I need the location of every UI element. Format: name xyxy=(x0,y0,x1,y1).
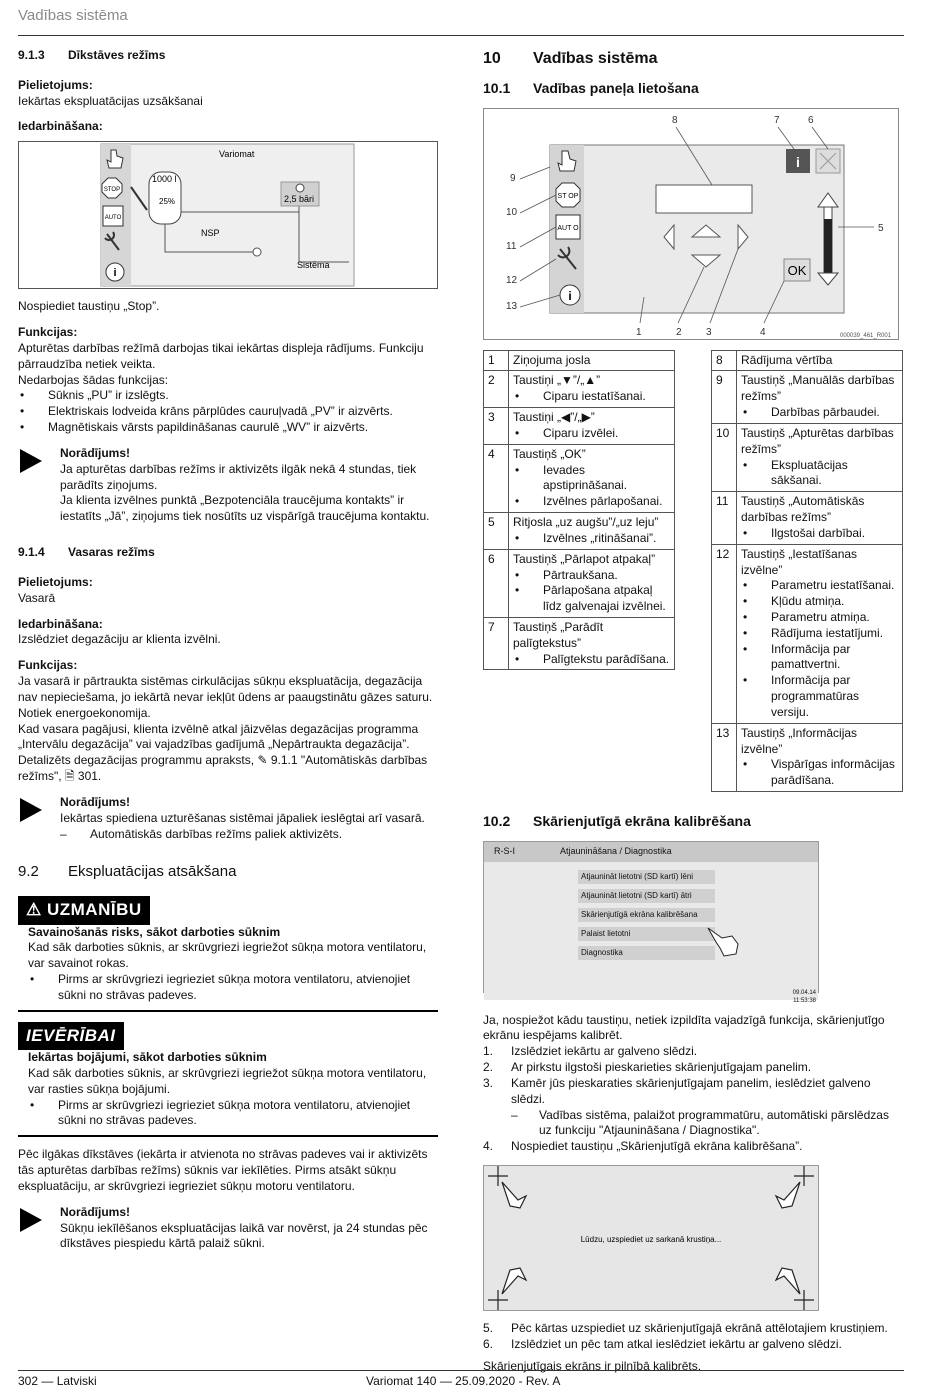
header-rule xyxy=(18,35,904,36)
list-item: • Pārlapošana atpakaļ līdz galvenajai izvēlnei. xyxy=(513,583,670,615)
key-item-list xyxy=(741,405,898,421)
step-number: 5. xyxy=(483,1321,494,1336)
dash-marker: – xyxy=(60,826,67,841)
callout-3: 3 xyxy=(706,326,712,338)
key-description xyxy=(509,513,675,550)
section-title: Vadības sistēma xyxy=(533,50,658,67)
note-title: Norādījums! xyxy=(60,1204,131,1219)
step-text: Ar pirkstu ilgstoši pieskarieties skārienjutīgajam panelim. xyxy=(511,1060,812,1075)
key-number: 5 xyxy=(484,513,509,550)
key-title: Taustiņš „Manuālās darbības režīms” xyxy=(741,373,895,404)
table-row xyxy=(484,350,675,371)
notice-badge: IEVĒRĪBAI xyxy=(18,1022,124,1050)
section-9-1-3-heading xyxy=(18,48,438,64)
stop-label: ST OP xyxy=(557,192,579,200)
section-title: Vadības paneļa lietošana xyxy=(533,80,699,97)
ok-label: OK xyxy=(787,262,807,278)
section-10-heading xyxy=(483,48,903,69)
step-number: 6. xyxy=(483,1336,494,1351)
note-title: Norādījums! xyxy=(60,445,131,460)
key-item-list xyxy=(513,426,670,442)
section-number: 9.2 xyxy=(18,863,39,881)
note-1 xyxy=(18,446,438,525)
list-item: • Darbības pārbaudei. xyxy=(741,405,898,421)
menu-item[interactable]: Diagnostika xyxy=(578,946,715,960)
note-text: Sūkņu iekīlēšanos ekspluatācijas laikā var novērst, ja 24 stundas pēc dīkstāves piespiedu kārtā palaiž sūkni. xyxy=(60,1220,428,1251)
calibration-instruction: Lūdzu, uzspiediet uz sarkanā krustiņa... xyxy=(580,1235,722,1245)
key-item-list xyxy=(513,652,670,668)
table-row xyxy=(712,723,903,791)
auto-label: AUT O xyxy=(557,224,579,232)
summer-text-2: Kad vasara pagājusi, klienta izvēlnē atkal jāizvēlas degazācijas programma „Intervālu degazācija” vai vajadzības gadījumā „Nepārtraukta degazācija”. xyxy=(18,721,419,752)
notice-text: Kad sāk darboties sūknis, ar skrūvgriezi iegriežot sūkņa motora ventilatoru, var rasties sūkņa bojājumi. xyxy=(28,1065,427,1096)
auto-label: AUTO xyxy=(104,215,122,222)
subitem-text: Vadības sistēma, palaižot programmatūru, automātiski pārslēdzas uz funkciju "Atjaunināšana / Diagnostika". xyxy=(539,1107,889,1138)
calibration-screen-figure xyxy=(483,1165,819,1311)
table-row xyxy=(484,513,675,550)
section-number: 10 xyxy=(483,50,501,67)
key-description xyxy=(737,423,903,491)
section-number: 9.1.3 xyxy=(18,48,45,62)
press-stop-text: Nospiediet taustiņu „Stop”. xyxy=(18,299,160,314)
callout-7: 7 xyxy=(774,114,780,126)
list-item: • Izvēlnes „ritināšanai”. xyxy=(513,531,670,547)
hand-icon xyxy=(776,1182,800,1208)
disabled-functions-list xyxy=(18,388,438,435)
auto-button-icon xyxy=(556,215,580,239)
callout-4: 4 xyxy=(760,326,766,338)
note-arrow-icon xyxy=(18,446,60,525)
tank-level: 25% xyxy=(159,197,176,207)
screen-datetime xyxy=(793,990,816,1006)
hand-icon xyxy=(502,1182,526,1208)
step-item xyxy=(483,1060,903,1076)
calibration-intro: Ja, nospiežot kādu taustiņu, netiek izpildīta vajadzīgā funkcija, skārienjutīgo ekrānu iespējams kalibrēt. xyxy=(483,1012,885,1043)
table-row xyxy=(712,371,903,423)
key-item-list xyxy=(513,389,670,405)
functions-label: Funkcijas: xyxy=(18,325,78,340)
section-title: Skārienjutīgā ekrāna kalibrēšana xyxy=(533,813,751,830)
control-panel-diagram xyxy=(484,109,898,339)
table-row xyxy=(712,350,903,371)
caution-text: Kad sāk darboties sūknis, ar skrūvgriezi iegriežot sūkņa motora ventilatoru, var savainot rokas. xyxy=(28,940,427,971)
stop-button-icon xyxy=(556,183,580,207)
variomat-display-diagram xyxy=(19,142,437,288)
key-number: 7 xyxy=(484,618,509,670)
note-text: Iekārtas spiediena uzturēšanas sistēmai jāpaliek ieslēgtai arī vasarā. xyxy=(60,810,425,825)
cross-icon xyxy=(488,1290,508,1310)
auto-button-icon xyxy=(103,206,123,226)
right-column xyxy=(483,48,903,1375)
callout-10: 10 xyxy=(506,206,518,218)
functions-text-1: Apturētas darbības režīmā darbojas tikai iekārtas displeja rādījums. Funkciju pārraudzība netiek veikta. xyxy=(18,340,424,371)
use-label: Pielietojums: xyxy=(18,77,93,92)
pointing-hand-icon xyxy=(706,924,742,960)
key-number: 10 xyxy=(712,423,737,491)
key-number: 8 xyxy=(712,350,737,371)
cross-icon xyxy=(794,1290,814,1310)
caution-badge-text: UZMANĪBU xyxy=(46,900,142,920)
note-title: Norādījums! xyxy=(60,794,131,809)
callout-5: 5 xyxy=(878,222,884,234)
key-item-list xyxy=(741,757,898,789)
key-description xyxy=(509,549,675,617)
callout-13: 13 xyxy=(506,300,518,312)
note-text: Ja apturētas darbības režīms ir aktivizēts ilgāk nekā 4 stundas, tiek parādīts ziņojums. xyxy=(60,461,417,492)
list-item: • Elektriskais lodveida krāns pārplūdes cauruļvadā „PV” ir aizvērts. xyxy=(18,404,438,420)
diagnostics-screen-figure xyxy=(483,841,819,1004)
key-item-list xyxy=(513,531,670,547)
callout-2: 2 xyxy=(676,326,682,338)
key-table-right xyxy=(711,350,903,793)
caution-item: • Pirms ar skrūvgriezi iegrieziet sūkņa motora ventilatoru, atvienojiet sūkni no strāvas padeves. xyxy=(28,972,438,1004)
key-number: 12 xyxy=(712,544,737,723)
list-item: • Izvēlnes pārlapošanai. xyxy=(513,494,670,510)
section-title: Ekspluatācijas atsākšana xyxy=(68,863,237,881)
note-2 xyxy=(18,795,438,842)
info-icon xyxy=(106,263,124,281)
key-title: Taustiņi „▼”/„▲” xyxy=(513,373,601,388)
notice-item: • Pirms ar skrūvgriezi iegrieziet sūkņa motora ventilatoru, atvienojiet sūkni no strāvas padeves. xyxy=(28,1098,438,1130)
key-table-left xyxy=(483,350,675,671)
list-item: • Informācija par pamattvertni. xyxy=(741,642,898,674)
section-10-1-heading xyxy=(483,79,903,97)
note-text: Ja klienta izvēlnes punktā „Bezpotenciāla traucējuma kontakts” ir iestatīts „Jā”, ziņojums tiek nosūtīts uz vispārīgā traucējuma kontaktu. xyxy=(60,493,430,524)
key-description xyxy=(737,723,903,791)
list-item: • Ekspluatācijas sākšanai. xyxy=(741,458,898,490)
callout-8: 8 xyxy=(672,114,678,126)
running-header: Vadības sistēma xyxy=(18,7,128,24)
step-number: 1. xyxy=(483,1044,494,1059)
section-title: Vasaras režīms xyxy=(68,545,155,560)
step-text: Kamēr jūs pieskaraties skārienjutīgajam panelim, ieslēdziet galveno slēdzi. xyxy=(511,1075,871,1106)
stop-label: STOP xyxy=(103,187,121,194)
hand-icon xyxy=(776,1268,800,1294)
menu-item[interactable]: Palaist lietotni xyxy=(578,927,715,941)
notice-block xyxy=(18,1022,438,1138)
key-number: 11 xyxy=(712,492,737,544)
left-column xyxy=(18,48,438,1262)
info-icon xyxy=(560,285,580,305)
screen-header xyxy=(484,842,818,862)
calibration-steps-b xyxy=(483,1321,903,1353)
list-item: • Parametru iestatīšanai. xyxy=(741,578,898,594)
table-row xyxy=(484,408,675,445)
list-item: • Informācija par programmatūras versiju. xyxy=(741,673,898,720)
diagram-title: Variomat xyxy=(219,149,255,160)
key-number: 1 xyxy=(484,350,509,371)
list-item: • Kļūdu atmiņa. xyxy=(741,594,898,610)
key-item-list xyxy=(513,463,670,510)
key-title: Taustiņš „Parādīt palīgtekstus” xyxy=(513,620,604,650)
key-description xyxy=(737,544,903,723)
screen-date: 09.04.14 xyxy=(792,989,816,996)
cross-icon xyxy=(794,1166,814,1186)
callout-11: 11 xyxy=(506,240,517,252)
table-row xyxy=(484,618,675,670)
standby-mode-figure xyxy=(18,141,438,289)
cross-icon xyxy=(488,1166,508,1186)
key-description xyxy=(509,371,675,408)
key-number: 9 xyxy=(712,371,737,423)
step-number: 4. xyxy=(483,1139,494,1154)
step-item xyxy=(483,1044,903,1060)
dash-marker: – xyxy=(511,1107,518,1122)
key-title: Taustiņš „Iestatīšanas izvēlne” xyxy=(741,546,858,577)
key-title: Rādījuma vērtība xyxy=(741,352,833,367)
svg-text:i: i xyxy=(568,288,572,303)
note-3 xyxy=(18,1205,438,1252)
footer-doc: Variomat 140 — 25.09.2020 - Rev. A xyxy=(366,1374,561,1388)
list-item: • Pārtraukšana. xyxy=(513,568,670,584)
key-description xyxy=(737,350,903,371)
menu-item[interactable]: Atjaunināt lietotni (SD kartī) ātri xyxy=(578,889,715,903)
functions-label: Funkcijas: xyxy=(18,658,78,673)
key-number: 2 xyxy=(484,371,509,408)
table-row xyxy=(484,371,675,408)
svg-text:i: i xyxy=(796,153,800,170)
section-title: Dīkstāves režīms xyxy=(68,48,166,62)
step-3-subitem xyxy=(483,1108,903,1140)
step-item xyxy=(483,1321,903,1337)
restart-text: Pēc ilgākas dīkstāves (iekārta ir atvienota no strāvas padeves vai ir aktivizēts tās apturētas darbības režīms) sūknis var iekīlēties. Pirms atsākt sūkņu ekspluatāciju, ar skrūvgriezi iegrieziet sūkņu motoru ventilatoru. xyxy=(18,1147,428,1193)
key-item-list xyxy=(741,458,898,490)
hand-icon xyxy=(502,1268,526,1294)
summer-text-3: Detalizēts degazācijas programmu apraksts, ✎ 9.1.1 "Automātiskās darbības režīms", 🗎 301. xyxy=(18,753,428,784)
calibration-step-4 xyxy=(483,1139,903,1155)
op-text: Izslēdziet degazāciju ar klienta izvēlni. xyxy=(18,632,221,647)
key-tables xyxy=(483,350,903,793)
key-title: Ritjosla „uz augšu”/„uz leju” xyxy=(513,515,659,530)
screen-body xyxy=(484,862,818,1004)
key-number: 13 xyxy=(712,723,737,791)
menu-item[interactable]: Skārienjutīgā ekrāna kalibrēšana xyxy=(578,908,715,922)
key-description xyxy=(737,492,903,544)
note-subitem: Automātiskās darbības režīms paliek aktivizēts. xyxy=(90,826,343,841)
table-row xyxy=(712,492,903,544)
step-item xyxy=(483,1337,903,1353)
step-item xyxy=(483,1139,903,1155)
list-item: • Parametru atmiņa. xyxy=(741,610,898,626)
section-number: 10.1 xyxy=(483,80,511,97)
step-text: Nospiediet taustiņu „Skārienjutīgā ekrāna kalibrēšana”. xyxy=(511,1139,803,1154)
step-number: 3. xyxy=(483,1075,494,1090)
system-label: Sistēma xyxy=(297,260,330,271)
value-display xyxy=(656,185,752,213)
table-row xyxy=(484,549,675,617)
key-number: 6 xyxy=(484,549,509,617)
key-title: Taustiņš „Informācijas izvēlne” xyxy=(741,725,858,756)
section-number: 10.2 xyxy=(483,813,511,830)
section-10-2-heading xyxy=(483,812,903,830)
functions-text-2: Nedarbojas šādas funkcijas: xyxy=(18,372,169,387)
key-number: 4 xyxy=(484,444,509,512)
op-label: Iedarbināšana: xyxy=(18,616,103,631)
key-title: Ziņojuma josla xyxy=(513,352,591,367)
caution-title: Savainošanās risks, sākot darboties sūknim xyxy=(28,924,281,939)
key-description xyxy=(509,444,675,512)
diagnostics-menu xyxy=(578,870,818,960)
screen-brand: R-S-I xyxy=(494,845,515,856)
step-item xyxy=(483,1076,903,1108)
use-text: Iekārtas ekspluatācijas uzsākšanai xyxy=(18,93,203,108)
screen-time: 11:53:38 xyxy=(793,997,816,1004)
list-item: • Ciparu izvēlei. xyxy=(513,426,670,442)
warning-triangle-icon: ⚠ xyxy=(26,900,47,920)
key-title: Taustiņš „Pārlapot atpakaļ” xyxy=(513,551,656,566)
callout-12: 12 xyxy=(506,274,518,286)
list-item: • Magnētiskais vārsts papildināšanas caurulē „WV” ir aizvērts. xyxy=(18,420,438,436)
op-label: Iedarbināšana: xyxy=(18,119,103,134)
key-title: Taustiņš „Automātiskās darbības režīms” xyxy=(741,494,865,525)
control-panel-figure xyxy=(483,108,899,340)
key-item-list xyxy=(513,568,670,615)
callout-6: 6 xyxy=(808,114,814,126)
step-number: 2. xyxy=(483,1060,494,1075)
key-item-list xyxy=(741,578,898,720)
footer-page: 302 — Latviski xyxy=(18,1374,97,1388)
use-label: Pielietojums: xyxy=(18,574,93,589)
key-title: Taustiņš „Apturētas darbības režīms” xyxy=(741,425,894,456)
key-description xyxy=(509,618,675,670)
notice-title: Iekārtas bojājumi, sākot darboties sūknim xyxy=(28,1050,267,1065)
note-arrow-icon xyxy=(18,795,60,842)
table-row xyxy=(484,444,675,512)
step-text: Izslēdziet iekārtu ar galveno slēdzi. xyxy=(511,1044,698,1059)
caution-badge xyxy=(18,896,150,924)
summer-text-1: Ja vasarā ir pārtraukta sistēmas cirkulācijas sūkņu ekspluatācija, degazācija nav nepieciešama, jo iekārtā nevar iekļūt ūdens ar paaugstinātu gāzes saturu. Notiek energoekonomija. xyxy=(18,674,433,720)
step-text: Pēc kārtas uzspiediet uz skārienjutīgajā ekrānā attēlotajiem krustiņiem. xyxy=(511,1321,888,1336)
list-item: • Rādījuma iestatījumi. xyxy=(741,626,898,642)
tank-volume: 1000 l xyxy=(152,174,177,185)
list-item: • Ievades apstiprināšanai. xyxy=(513,463,670,495)
callout-1: 1 xyxy=(636,326,642,338)
nsp-label: NSP xyxy=(201,228,220,239)
key-item-list xyxy=(741,526,898,542)
section-9-2-heading xyxy=(18,862,438,882)
calibration-done: Skārienjutīgais ekrāns ir pilnībā kalibrēts. xyxy=(483,1358,702,1373)
calibration-crosses xyxy=(484,1166,818,1310)
step-text: Izslēdziet un pēc tam atkal ieslēdziet iekārtu ar galveno slēdzi. xyxy=(511,1336,842,1351)
key-title: Taustiņi „◀”/„▶” xyxy=(513,410,595,425)
use-text: Vasarā xyxy=(18,590,56,605)
table-row xyxy=(712,544,903,723)
table-row xyxy=(712,423,903,491)
key-title: Taustiņš „OK” xyxy=(513,446,586,461)
key-number: 3 xyxy=(484,408,509,445)
menu-item[interactable]: Atjaunināt lietotni (SD kartī) lēni xyxy=(578,870,715,884)
section-number: 9.1.4 xyxy=(18,545,45,560)
footer-rule xyxy=(18,1370,904,1371)
caution-block xyxy=(18,896,438,1012)
section-9-1-4-heading xyxy=(18,545,438,561)
list-item: • Palīgtekstu parādīšana. xyxy=(513,652,670,668)
pressure-value: 2,5 bāri xyxy=(284,194,315,205)
list-item: • Ilgstošai darbībai. xyxy=(741,526,898,542)
note-arrow-icon xyxy=(18,1205,60,1252)
svg-text:i: i xyxy=(113,267,117,280)
stop-button-icon xyxy=(102,178,122,198)
list-item: • Vispārīgas informācijas parādīšana. xyxy=(741,757,898,789)
figure-code: 000039_461_R001 xyxy=(840,332,892,339)
screen-title: Atjaunināšana / Diagnostika xyxy=(560,845,672,856)
key-description xyxy=(509,408,675,445)
list-item: • Ciparu iestatīšanai. xyxy=(513,389,670,405)
key-description xyxy=(737,371,903,423)
calibration-steps-a xyxy=(483,1044,903,1107)
callout-9: 9 xyxy=(510,172,516,184)
list-item: • Sūknis „PU” ir izslēgts. xyxy=(18,388,438,404)
key-description xyxy=(509,350,675,371)
